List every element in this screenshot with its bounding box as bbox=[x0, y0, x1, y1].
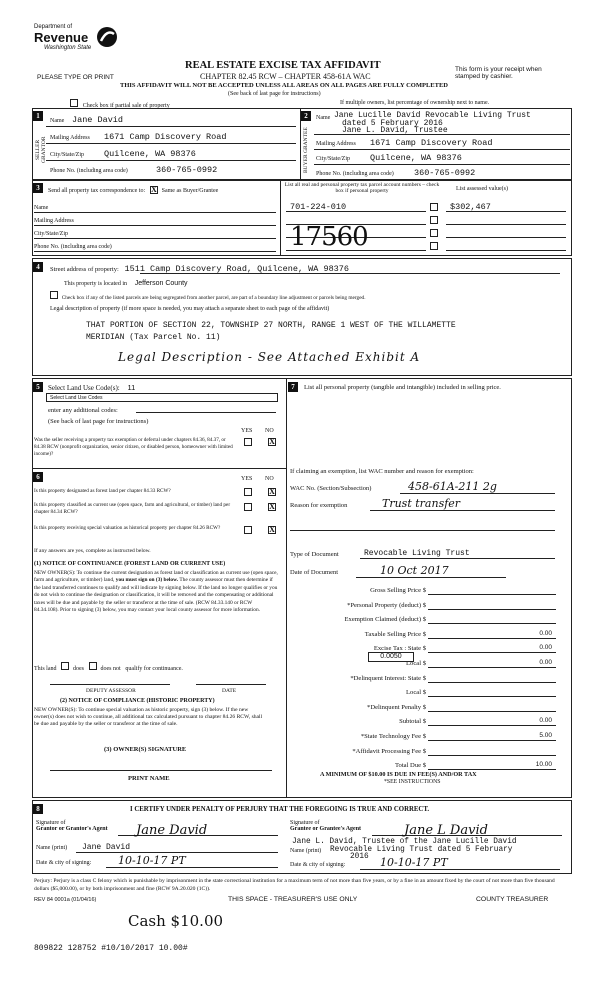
land-use-select[interactable]: Select Land Use Codes bbox=[46, 393, 278, 402]
tax-row-value[interactable]: 0.00 bbox=[539, 717, 552, 725]
exemption-label: If claiming an exemption, list WAC number and reason for exemption: bbox=[290, 468, 474, 475]
tax-row-label: Local $ bbox=[406, 659, 426, 667]
not-accepted: THIS AFFIDAVIT WILL NOT BE ACCEPTED UNLESS ALL AREAS ON ALL PAGES ARE FULLY COMPLETED bbox=[120, 82, 448, 89]
same-as-buyer-label: Same as Buyer/Grantee bbox=[161, 188, 219, 194]
buyer-side-label: BUYER GRANTEE bbox=[303, 127, 309, 173]
does-not-checkbox[interactable] bbox=[89, 662, 97, 670]
grantee-date-label: Date & city of signing: bbox=[290, 862, 346, 868]
section-2-number: 2 bbox=[301, 111, 311, 121]
buyer-phone[interactable]: 360-765-0992 bbox=[414, 168, 476, 178]
grantee-name-line2[interactable]: Revocable Living Trust dated 5 February bbox=[330, 846, 513, 854]
seller-name[interactable]: Jane David bbox=[72, 115, 124, 125]
segregate-label: Check box if any of the listed parcels are being segregated from another parcel, are part of a boundary line adjustment or parcels being merged. bbox=[61, 295, 366, 301]
does-checkbox[interactable] bbox=[61, 662, 69, 670]
tax-row-label: Taxable Selling Price $ bbox=[364, 630, 426, 638]
s6-q1-no-checkbox[interactable]: X bbox=[269, 487, 275, 496]
s6-q1: Is this property designated as forest land per chapter 84.33 RCW? bbox=[34, 488, 171, 494]
street-label: Street address of property: bbox=[50, 266, 119, 273]
tax-row bbox=[290, 599, 556, 614]
s3-phone-label: Phone No. (including area code) bbox=[34, 244, 112, 250]
tax-row bbox=[290, 715, 556, 730]
doc-type[interactable]: Revocable Living Trust bbox=[364, 549, 470, 558]
tax-row-value[interactable]: 0.00 bbox=[539, 644, 552, 652]
legal-label: Legal description of property (if more space is needed, you may attach a separate sheet to each page of the affidavit) bbox=[50, 306, 330, 312]
treasurer-space: THIS SPACE - TREASURER'S USE ONLY bbox=[228, 896, 358, 903]
deputy-assessor: DEPUTY ASSESSOR bbox=[86, 688, 136, 694]
send-correspondence-label: Send all property tax correspondence to: bbox=[48, 188, 146, 194]
parcel-3-checkbox[interactable] bbox=[430, 229, 438, 237]
grantee-agent-label: Grantee or Grantee's Agent bbox=[290, 826, 362, 832]
grantor-name-print-label: Name (print) bbox=[36, 845, 68, 851]
seller-name-label: Name bbox=[50, 118, 65, 124]
tax-row-label: Exemption Claimed (deduct) $ bbox=[344, 616, 426, 624]
treasurer-stamp: 809822 128752 #10/10/2017 10.00# bbox=[34, 944, 188, 953]
additional-codes-label: enter any additional codes: bbox=[48, 407, 118, 414]
segregate-checkbox[interactable] bbox=[50, 291, 58, 299]
s3-name-label: Name bbox=[34, 205, 49, 211]
tax-row-value[interactable]: 5.00 bbox=[539, 731, 552, 739]
land-use-label: Select Land Use Code(s): bbox=[48, 384, 120, 392]
reason-label: Reason for exemption bbox=[290, 502, 348, 509]
tax-row bbox=[290, 642, 556, 657]
buyer-city[interactable]: Quilcene, WA 98376 bbox=[370, 153, 462, 163]
grantor-signature: Jane David bbox=[136, 823, 208, 838]
grantor-date[interactable]: 10-10-17 PT bbox=[118, 854, 186, 867]
cash-handwritten: Cash $10.00 bbox=[128, 912, 224, 930]
tax-row bbox=[290, 701, 556, 716]
s6-q3-no-checkbox[interactable]: X bbox=[269, 525, 275, 534]
section-6-number: 6 bbox=[33, 472, 43, 482]
logo-swoosh-icon bbox=[96, 26, 118, 48]
section-5-number: 5 bbox=[33, 382, 43, 392]
county-name[interactable]: Jefferson County bbox=[134, 280, 188, 287]
tax-row-label: Local $ bbox=[406, 689, 426, 697]
notice1-p1: NEW OWNER(S): To continue the current designation as forest land or classification as current use (open space, farm and agriculture, or timber) land, bbox=[34, 570, 278, 584]
minimum-due: A MINIMUM OF $10.00 IS DUE IN FEE(S) AND/OR TAX bbox=[320, 771, 477, 778]
buyer-mailing[interactable]: 1671 Camp Discovery Road bbox=[370, 138, 493, 148]
legal-handwritten: Legal Description - See Attached Exhibit A bbox=[118, 350, 421, 364]
logo-line1: Department of bbox=[34, 24, 73, 30]
form-number: REV 84 0001a (01/04/16) bbox=[34, 897, 97, 903]
personal-property-label: List all personal property (tangible and intangible) included in selling price. bbox=[304, 384, 501, 391]
grantee-name-line1[interactable]: Jane L. David, Trustee of the Jane Lucille David bbox=[292, 838, 517, 846]
s6-q2-yes-checkbox[interactable] bbox=[244, 503, 252, 511]
s5-no: NO bbox=[265, 428, 274, 434]
grantor-date-label: Date & city of signing: bbox=[36, 860, 92, 866]
grantee-name-line3[interactable]: 2016 bbox=[350, 853, 369, 861]
type-print: PLEASE TYPE OR PRINT bbox=[37, 74, 114, 81]
tax-row-label: Excise Tax : State $ bbox=[373, 645, 426, 653]
legal-line2[interactable]: MERIDIAN (Tax Parcel No. 11) bbox=[86, 333, 221, 342]
section-3-number: 3 bbox=[33, 183, 43, 193]
parcel-4-checkbox[interactable] bbox=[430, 242, 438, 250]
assessed-value[interactable]: $302,467 bbox=[450, 202, 491, 212]
wac-label: WAC No. (Section/Subsection) bbox=[290, 485, 372, 492]
tax-row bbox=[290, 745, 556, 760]
section-8-number: 8 bbox=[33, 804, 43, 814]
owner-signature-label: (3) OWNER(S) SIGNATURE bbox=[104, 746, 187, 753]
this-land-label: This land bbox=[34, 666, 57, 672]
tax-calc-table bbox=[290, 584, 556, 774]
tax-row-label: Gross Selling Price $ bbox=[370, 587, 426, 594]
tax-row-label: Subtotal $ bbox=[399, 718, 426, 726]
s5-exemption-question: Was the seller receiving a property tax exemption or deferral under chapters 84.36, 84.37, or 84.38 RCW (nonprofit organization, senior citizen, or disabled person, homeowner with limited income)? bbox=[34, 437, 233, 457]
see-back: (See back of last page for instructions) bbox=[228, 91, 321, 97]
seller-city-label: City/State/Zip bbox=[50, 152, 84, 158]
notice1-bold: you must sign on (3) below. bbox=[115, 577, 179, 584]
logo-line2: Revenue bbox=[34, 30, 89, 45]
located-label: This property is located in bbox=[64, 281, 127, 287]
s6-q2-no-checkbox[interactable]: X bbox=[269, 502, 275, 511]
tax-row-label: *Affidavit Processing Fee $ bbox=[352, 747, 426, 755]
seller-mailing[interactable]: 1671 Camp Discovery Road bbox=[104, 132, 227, 142]
certify-text: I CERTIFY UNDER PENALTY OF PERJURY THAT THE FOREGOING IS TRUE AND CORRECT. bbox=[130, 806, 430, 813]
tax-row-label: *State Technology Fee $ bbox=[360, 732, 426, 740]
tax-row bbox=[290, 628, 556, 643]
local-rate-box[interactable]: 0.0050 bbox=[368, 652, 414, 662]
tax-row-label: Total Due $ bbox=[394, 762, 426, 770]
buyer-name-line3[interactable]: Jane L. David, Trustee bbox=[342, 126, 448, 135]
partial-sale-label: Check box if partial sale of property bbox=[82, 103, 170, 109]
s5-yes-checkbox[interactable] bbox=[244, 438, 252, 446]
grantor-agent-label: Grantor or Grantor's Agent bbox=[36, 826, 108, 832]
form-title: REAL ESTATE EXCISE TAX AFFIDAVIT bbox=[185, 60, 381, 71]
tax-row bbox=[290, 730, 556, 745]
tax-row-value[interactable]: 0.00 bbox=[539, 658, 552, 666]
grantee-sig-label: Signature of bbox=[290, 820, 320, 826]
print-name-label: PRINT NAME bbox=[128, 775, 170, 782]
seller-side-label: SELLER GRANTOR bbox=[35, 136, 47, 164]
grantor-name-print[interactable]: Jane David bbox=[82, 843, 131, 852]
grantee-name-print-label: Name (print) bbox=[290, 848, 322, 854]
multiple-owners: If multiple owners, list percentage of ownership next to name. bbox=[340, 100, 490, 106]
doc-date-label: Date of Document bbox=[290, 569, 339, 576]
s6-if-yes: If any answers are yes, complete as instructed below. bbox=[34, 548, 151, 554]
handwritten-17560: 17560 bbox=[290, 222, 368, 252]
notice2-text: NEW OWNER(S): To continue special valuation as historic property, sign (3) below. If the new owner(s) does not wish to continue, all additional tax calculated pursuant to chapter 84.26 RCW, shall be due and payable by the seller or transferor at the time of sale. bbox=[34, 707, 263, 727]
section-4-number: 4 bbox=[33, 262, 43, 272]
buyer-name-line1[interactable]: Jane Lucille David Revocable Living Trust bbox=[334, 111, 531, 120]
grantee-date[interactable]: 10-10-17 PT bbox=[380, 856, 448, 869]
tax-row bbox=[290, 672, 556, 687]
buyer-name-line2[interactable]: dated 5 February 2016 bbox=[342, 119, 443, 128]
wac-number[interactable]: 458-61A-211 2g bbox=[408, 480, 497, 493]
tax-row bbox=[290, 657, 556, 672]
exemption-reason[interactable]: Trust transfer bbox=[382, 497, 461, 510]
assessed-header: List assessed value(s) bbox=[456, 186, 508, 192]
seller-phone-label: Phone No. (including area code) bbox=[50, 168, 128, 174]
revenue-logo bbox=[34, 24, 124, 64]
s5-yes: YES bbox=[241, 428, 253, 434]
tax-row-label: *Delinquent Interest: State $ bbox=[350, 674, 426, 682]
notice1-p2: The county assessor must then determine if the land transferred continues to qualify and will indicate by signing below. If the land no longer qualifies or you do not wish to continue the designation or classification, it will be removed and the compensating or additional taxes will be due and payable by the seller or transferor at the time of sale. (RCW 84.33.140 or RCW 84.34.108). Prior to signing (3) below, you may contact your local county assessor for more information. bbox=[34, 577, 278, 614]
tax-row-value[interactable]: 10.00 bbox=[535, 761, 552, 769]
s6-q3: Is this property receiving special valuation as historical property per chapter 84.26 RCW? bbox=[34, 525, 221, 531]
s6-q2: Is this property classified as current use (open space, farm and agricultural, or timber) land per chapter 84.34 RCW? bbox=[34, 502, 231, 515]
does-not-label: does not bbox=[100, 666, 121, 672]
doc-type-label: Type of Document bbox=[290, 551, 339, 558]
notice1-text bbox=[34, 570, 278, 614]
buyer-phone-label: Phone No. (including area code) bbox=[316, 171, 394, 177]
parcel-2-checkbox[interactable] bbox=[430, 216, 438, 224]
see-instructions: *SEE INSTRUCTIONS bbox=[384, 779, 441, 785]
does-label: does bbox=[73, 666, 84, 672]
receipt-note: This form is your receipt when stamped by cashier. bbox=[455, 66, 542, 80]
s5-see-back: (See back of last page for instructions) bbox=[48, 418, 149, 425]
perjury-text: Perjury: Perjury is a class C felony which is punishable by imprisonment in the state correctional institution for a maximum term of not more than five years, or by a fine in an amount fixed by the court of not more than five thousand dollars ($5,000.00), or by both imprisonment and fine (RCW 9A.20.020 (1C)). bbox=[34, 878, 555, 892]
notice1-title: (1) NOTICE OF CONTINUANCE (FOREST LAND OR CURRENT USE) bbox=[34, 561, 226, 567]
street-address[interactable]: 1511 Camp Discovery Road, Quilcene, WA 98376 bbox=[124, 264, 349, 274]
parcel-1-checkbox[interactable] bbox=[430, 203, 438, 211]
s6-q1-yes-checkbox[interactable] bbox=[244, 488, 252, 496]
seller-city[interactable]: Quilcene, WA 98376 bbox=[104, 149, 196, 159]
tax-row-value[interactable]: 0.00 bbox=[539, 629, 552, 637]
buyer-city-label: City/State/Zip bbox=[316, 156, 350, 162]
land-use-code[interactable]: 11 bbox=[127, 383, 136, 392]
buyer-mailing-label: Mailing Address bbox=[316, 141, 356, 147]
s6-q3-yes-checkbox[interactable] bbox=[244, 526, 252, 534]
logo-line3: Washington State bbox=[44, 45, 92, 51]
s3-mailing-label: Mailing Address bbox=[34, 218, 74, 224]
seller-mailing-label: Mailing Address bbox=[50, 135, 90, 141]
tax-row bbox=[290, 686, 556, 701]
section-7-number: 7 bbox=[288, 382, 298, 392]
grantor-sig-label: Signature of bbox=[36, 820, 66, 826]
s5-no-checkbox[interactable]: X bbox=[269, 437, 275, 446]
s6-no: NO bbox=[265, 476, 274, 482]
qualify-label: qualify for continuance. bbox=[125, 666, 183, 672]
seller-phone[interactable]: 360-765-0992 bbox=[156, 165, 218, 175]
notice2-title: (2) NOTICE OF COMPLIANCE (HISTORIC PROPERTY) bbox=[60, 698, 215, 704]
county-treasurer: COUNTY TREASURER bbox=[476, 896, 549, 903]
grantee-signature: Jane L David bbox=[404, 823, 488, 838]
section-1-number: 1 bbox=[33, 111, 43, 121]
legal-line1[interactable]: THAT PORTION OF SECTION 22, TOWNSHIP 27 NORTH, RANGE 1 WEST OF THE WILLAMETTE bbox=[86, 321, 456, 330]
partial-sale-checkbox[interactable] bbox=[70, 99, 78, 107]
tax-row bbox=[290, 613, 556, 628]
same-as-buyer-checkbox[interactable]: X bbox=[151, 185, 157, 194]
tax-row-label: *Personal Property (deduct) $ bbox=[347, 601, 426, 609]
parcel-number[interactable]: 701-224-010 bbox=[290, 202, 347, 212]
buyer-name-label: Name bbox=[316, 115, 331, 121]
tax-row bbox=[290, 584, 556, 599]
doc-date[interactable]: 10 Oct 2017 bbox=[380, 564, 449, 577]
s6-yes: YES bbox=[241, 476, 253, 482]
parcel-header: List all real and personal property tax parcel account numbers – check box if personal property bbox=[284, 182, 440, 194]
s3-city-label: City/State/Zip bbox=[34, 231, 68, 237]
tax-row-label: *Delinquent Penalty $ bbox=[367, 703, 426, 711]
form-chapter: CHAPTER 82.45 RCW – CHAPTER 458-61A WAC bbox=[200, 72, 371, 81]
deputy-date: DATE bbox=[222, 688, 237, 694]
